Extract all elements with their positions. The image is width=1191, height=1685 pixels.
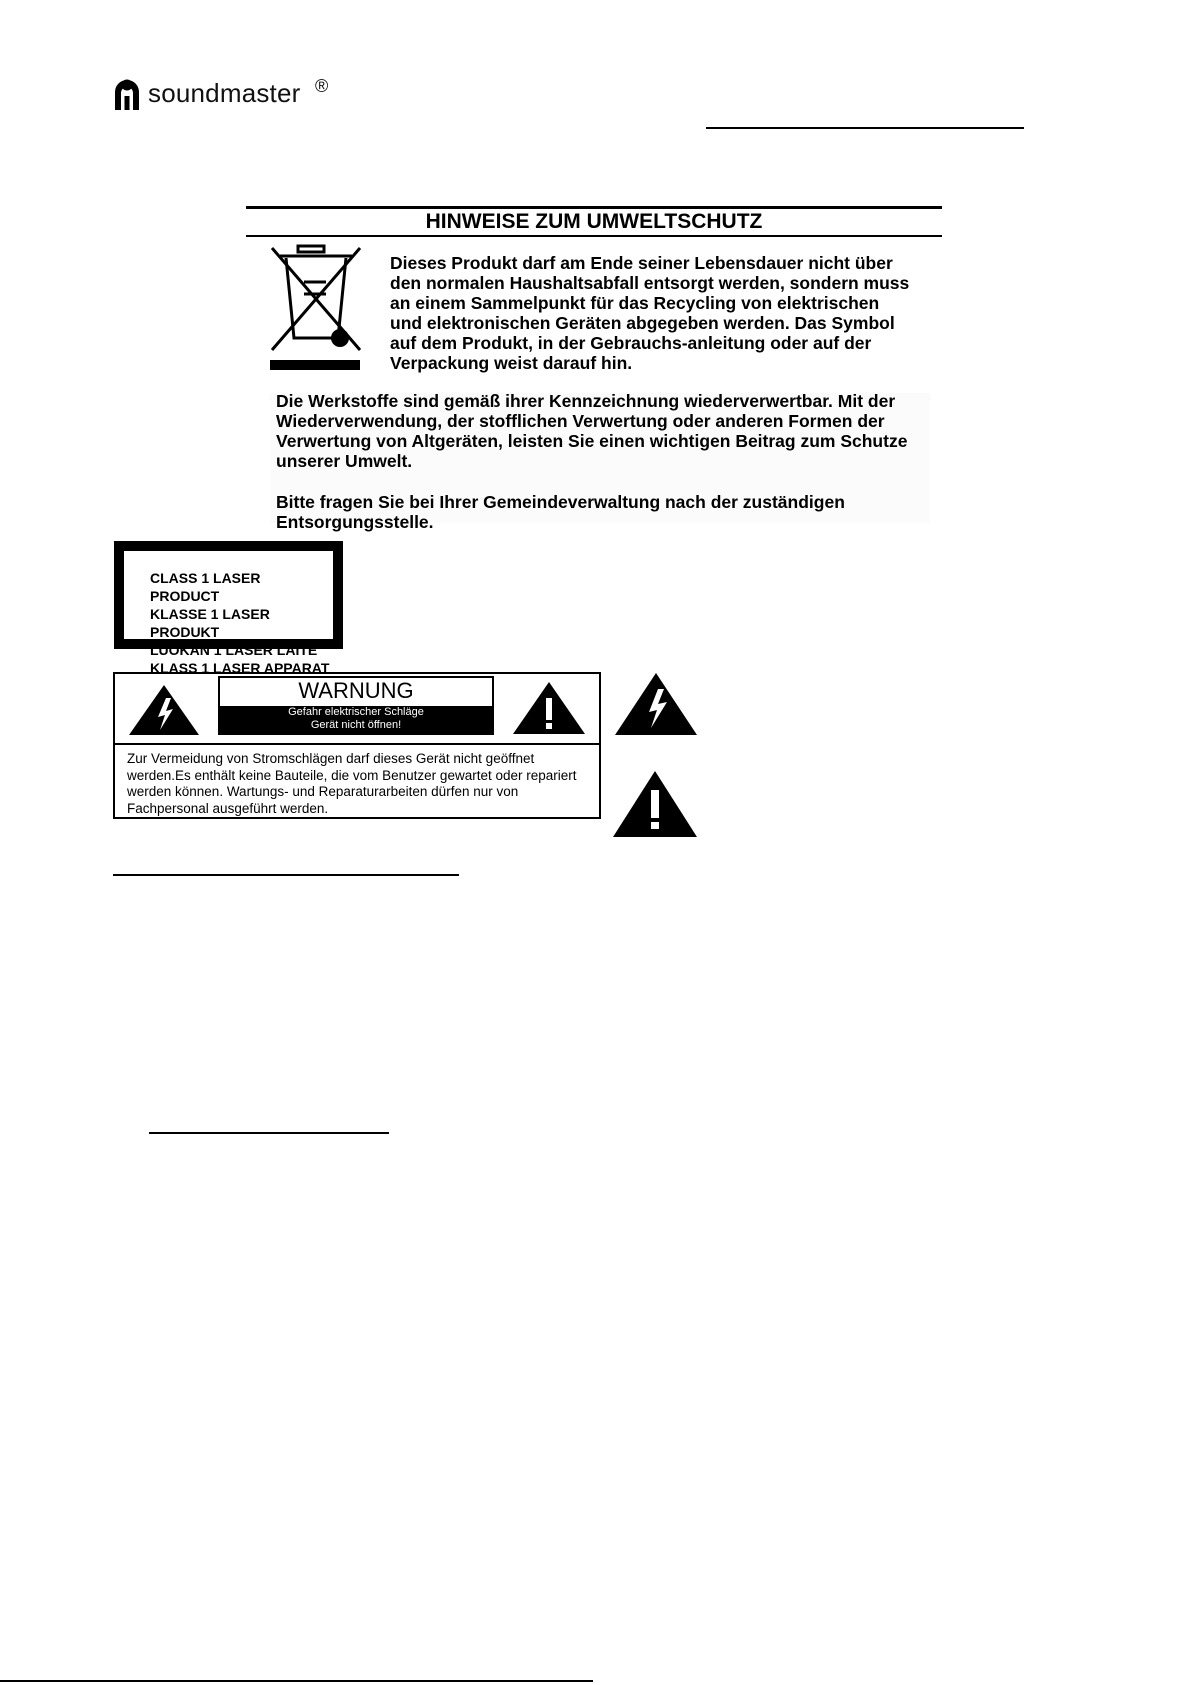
soundmaster-logo-icon bbox=[112, 76, 142, 112]
warning-body: Zur Vermeidung von Stromschlägen darf dieses Gerät nicht geöffnet werden.Es enthält keine Bauteile, die vom Benutzer gewartet oder repariert werden können. Wartungs- und Reparaturarbeiten dürfen nur von Fachpersonal ausgeführt werden. bbox=[127, 751, 577, 816]
registered-mark: ® bbox=[315, 76, 329, 96]
warning-header bbox=[218, 676, 494, 735]
warning-title: WARNUNG bbox=[298, 678, 414, 703]
exclamation-warning-icon bbox=[512, 681, 586, 735]
env-title: HINWEISE ZUM UMWELTSCHUTZ bbox=[425, 210, 763, 233]
lightning-warning-icon bbox=[614, 672, 698, 736]
env-rule-bottom bbox=[246, 235, 942, 237]
warning-subtitle-2: Gerät nicht öffnen! bbox=[310, 719, 402, 731]
laser-line-1: CLASS 1 LASER PRODUCT bbox=[150, 570, 261, 604]
laser-line-4: KLASS 1 LASER APPARAT bbox=[150, 660, 330, 676]
section-rule-2 bbox=[149, 1132, 389, 1134]
env-paragraph-3: Bitte fragen Sie bei Ihrer Gemeindeverwaltung nach der zuständigen Entsorgungsstelle. bbox=[276, 492, 845, 532]
section-rule-1 bbox=[113, 874, 459, 876]
laser-line-2: KLASSE 1 LASER PRODUKT bbox=[150, 606, 270, 640]
warning-subtitle-band bbox=[220, 706, 492, 733]
env-paragraph-1: Dieses Produkt darf am Ende seiner Lebensdauer nicht über den normalen Haushaltsabfall entsorgt werden, sondern muss an einem Sammelpunkt für das Recycling von elektrischen und elektronischen Geräten abgegeben werden. Das Symbol auf dem Produkt, in der Gebrauchs-anleitung oder auf der Verpackung weist darauf hin. bbox=[390, 253, 910, 373]
laser-line-3: LUOKAN 1 LASER LAITE bbox=[150, 642, 318, 658]
exclamation-warning-icon bbox=[612, 770, 698, 838]
brand-name: soundmaster bbox=[148, 78, 301, 108]
top-rule bbox=[706, 127, 1024, 129]
lightning-warning-icon bbox=[128, 684, 200, 736]
crossed-out-wheelie-bin-icon bbox=[268, 242, 366, 374]
env-paragraph-2: Die Werkstoffe sind gemäß ihrer Kennzeichnung wiederverwertbar. Mit der Wiederverwendung, der stofflichen Verwertung oder anderen Formen der Verwertung von Altgeräten, leisten Sie einen wichtigen Beitrag zum Schutze unserer Umwelt. bbox=[276, 391, 908, 471]
footer-rule bbox=[0, 1680, 593, 1682]
warning-divider bbox=[113, 743, 601, 745]
laser-class-label bbox=[114, 541, 343, 676]
warning-subtitle-1: Gefahr elektrischer Schläge bbox=[288, 706, 424, 718]
